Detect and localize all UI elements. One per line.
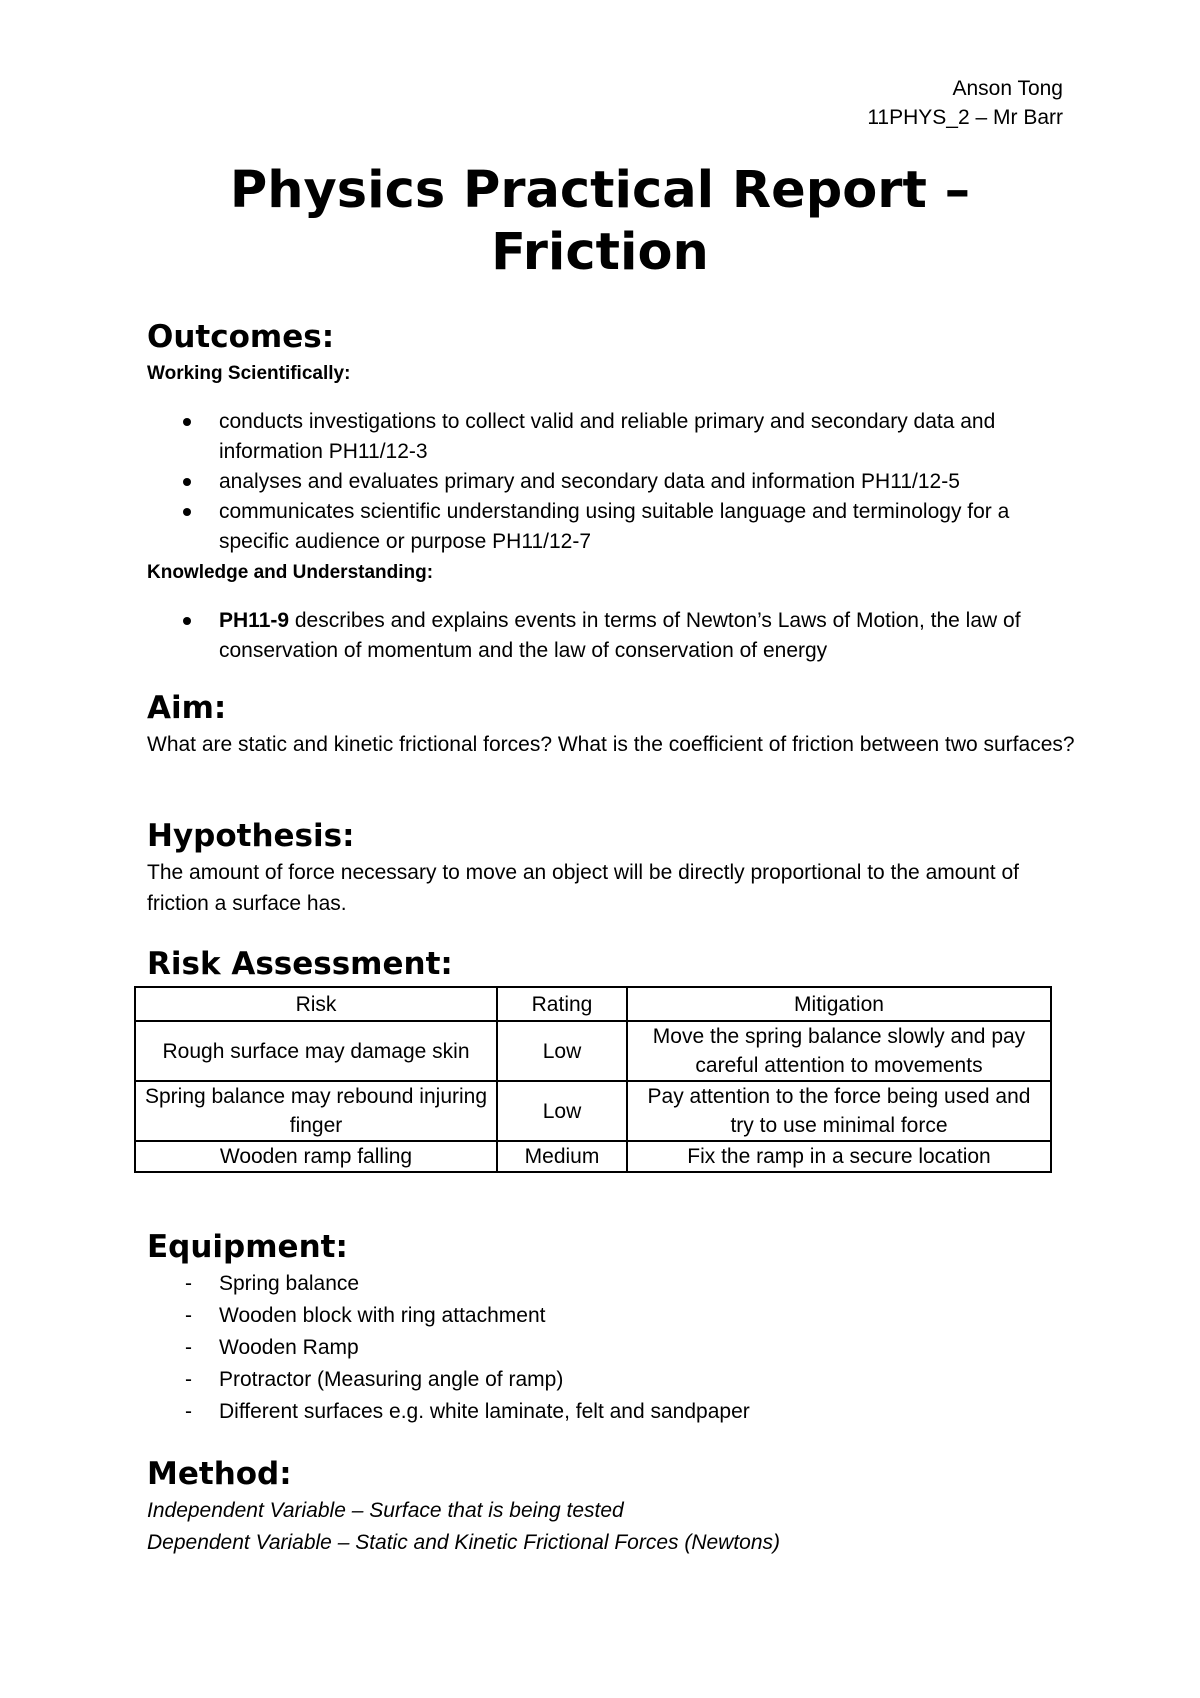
author-block (867, 74, 1063, 132)
outcome-code: PH11-9 (219, 609, 290, 632)
table-cell: Spring balance may rebound injuring finger (135, 1081, 497, 1141)
list-item: conducts investigations to collect valid and reliable primary and secondary data and information PH11/12-3 (147, 407, 1077, 467)
table-row (135, 1141, 1051, 1172)
working-scientifically-heading: Working Scientifically: (147, 363, 351, 384)
class-info: 11PHYS_2 – Mr Barr (867, 106, 1063, 129)
dash-icon: - (185, 1400, 192, 1423)
column-header: Risk (135, 987, 497, 1021)
list-item: - Wooden Ramp (147, 1332, 1077, 1364)
title-line-1: Physics Practical Report – (229, 161, 971, 220)
table-row (135, 1081, 1051, 1141)
list-item: - Different surfaces e.g. white laminate, felt and sandpaper (147, 1396, 1077, 1428)
title-line-2: Friction (491, 223, 709, 282)
column-header: Mitigation (627, 987, 1051, 1021)
aim-heading: Aim: (147, 690, 227, 726)
author-name: Anson Tong (952, 77, 1063, 100)
list-item: - Protractor (Measuring angle of ramp) (147, 1364, 1077, 1396)
list-item: PH11-9 describes and explains events in terms of Newton’s Laws of Motion, the law of conservation of momentum and the law of conservation of energy (147, 606, 1077, 666)
dash-icon: - (185, 1368, 192, 1391)
dependent-variable: Dependent Variable – Static and Kinetic Frictional Forces (Newtons) (147, 1531, 781, 1554)
dash-icon: - (185, 1336, 192, 1359)
table-cell: Low (497, 1081, 627, 1141)
outcomes-heading: Outcomes: (147, 319, 335, 355)
hypothesis-text: The amount of force necessary to move an object will be directly proportional to the amount of friction a surface has. (147, 861, 1019, 915)
list-item: - Spring balance (147, 1268, 1077, 1300)
table-header-row (135, 987, 1051, 1021)
table-cell: Move the spring balance slowly and pay careful attention to movements (627, 1021, 1051, 1081)
list-item: analyses and evaluates primary and secondary data and information PH11/12-5 (147, 467, 1077, 497)
list-item: communicates scientific understanding using suitable language and terminology for a specific audience or purpose PH11/12-7 (147, 497, 1077, 557)
risk-assessment-heading: Risk Assessment: (147, 946, 453, 982)
bullet-icon (183, 508, 191, 516)
dash-icon: - (185, 1304, 192, 1327)
equipment-list (147, 1268, 1077, 1428)
bullet-icon (183, 617, 191, 625)
column-header: Rating (497, 987, 627, 1021)
page-title (0, 160, 1200, 284)
risk-table (134, 986, 1052, 1173)
list-item: - Wooden block with ring attachment (147, 1300, 1077, 1332)
aim-text: What are static and kinetic frictional forces? What is the coefficient of friction between two surfaces? (147, 733, 1075, 756)
table-cell: Pay attention to the force being used and try to use minimal force (627, 1081, 1051, 1141)
knowledge-understanding-heading: Knowledge and Understanding: (147, 562, 434, 583)
bullet-icon (183, 418, 191, 426)
bullet-icon (183, 478, 191, 486)
hypothesis-heading: Hypothesis: (147, 818, 355, 854)
equipment-heading: Equipment: (147, 1229, 348, 1265)
table-cell: Low (497, 1021, 627, 1081)
table-cell: Medium (497, 1141, 627, 1172)
working-scientifically-list (147, 407, 1077, 557)
table-cell: Wooden ramp falling (135, 1141, 497, 1172)
table-row (135, 1021, 1051, 1081)
knowledge-list (147, 606, 1077, 666)
independent-variable: Independent Variable – Surface that is being tested (147, 1499, 624, 1522)
method-heading: Method: (147, 1456, 292, 1492)
table-cell: Fix the ramp in a secure location (627, 1141, 1051, 1172)
table-cell: Rough surface may damage skin (135, 1021, 497, 1081)
dash-icon: - (185, 1272, 192, 1295)
